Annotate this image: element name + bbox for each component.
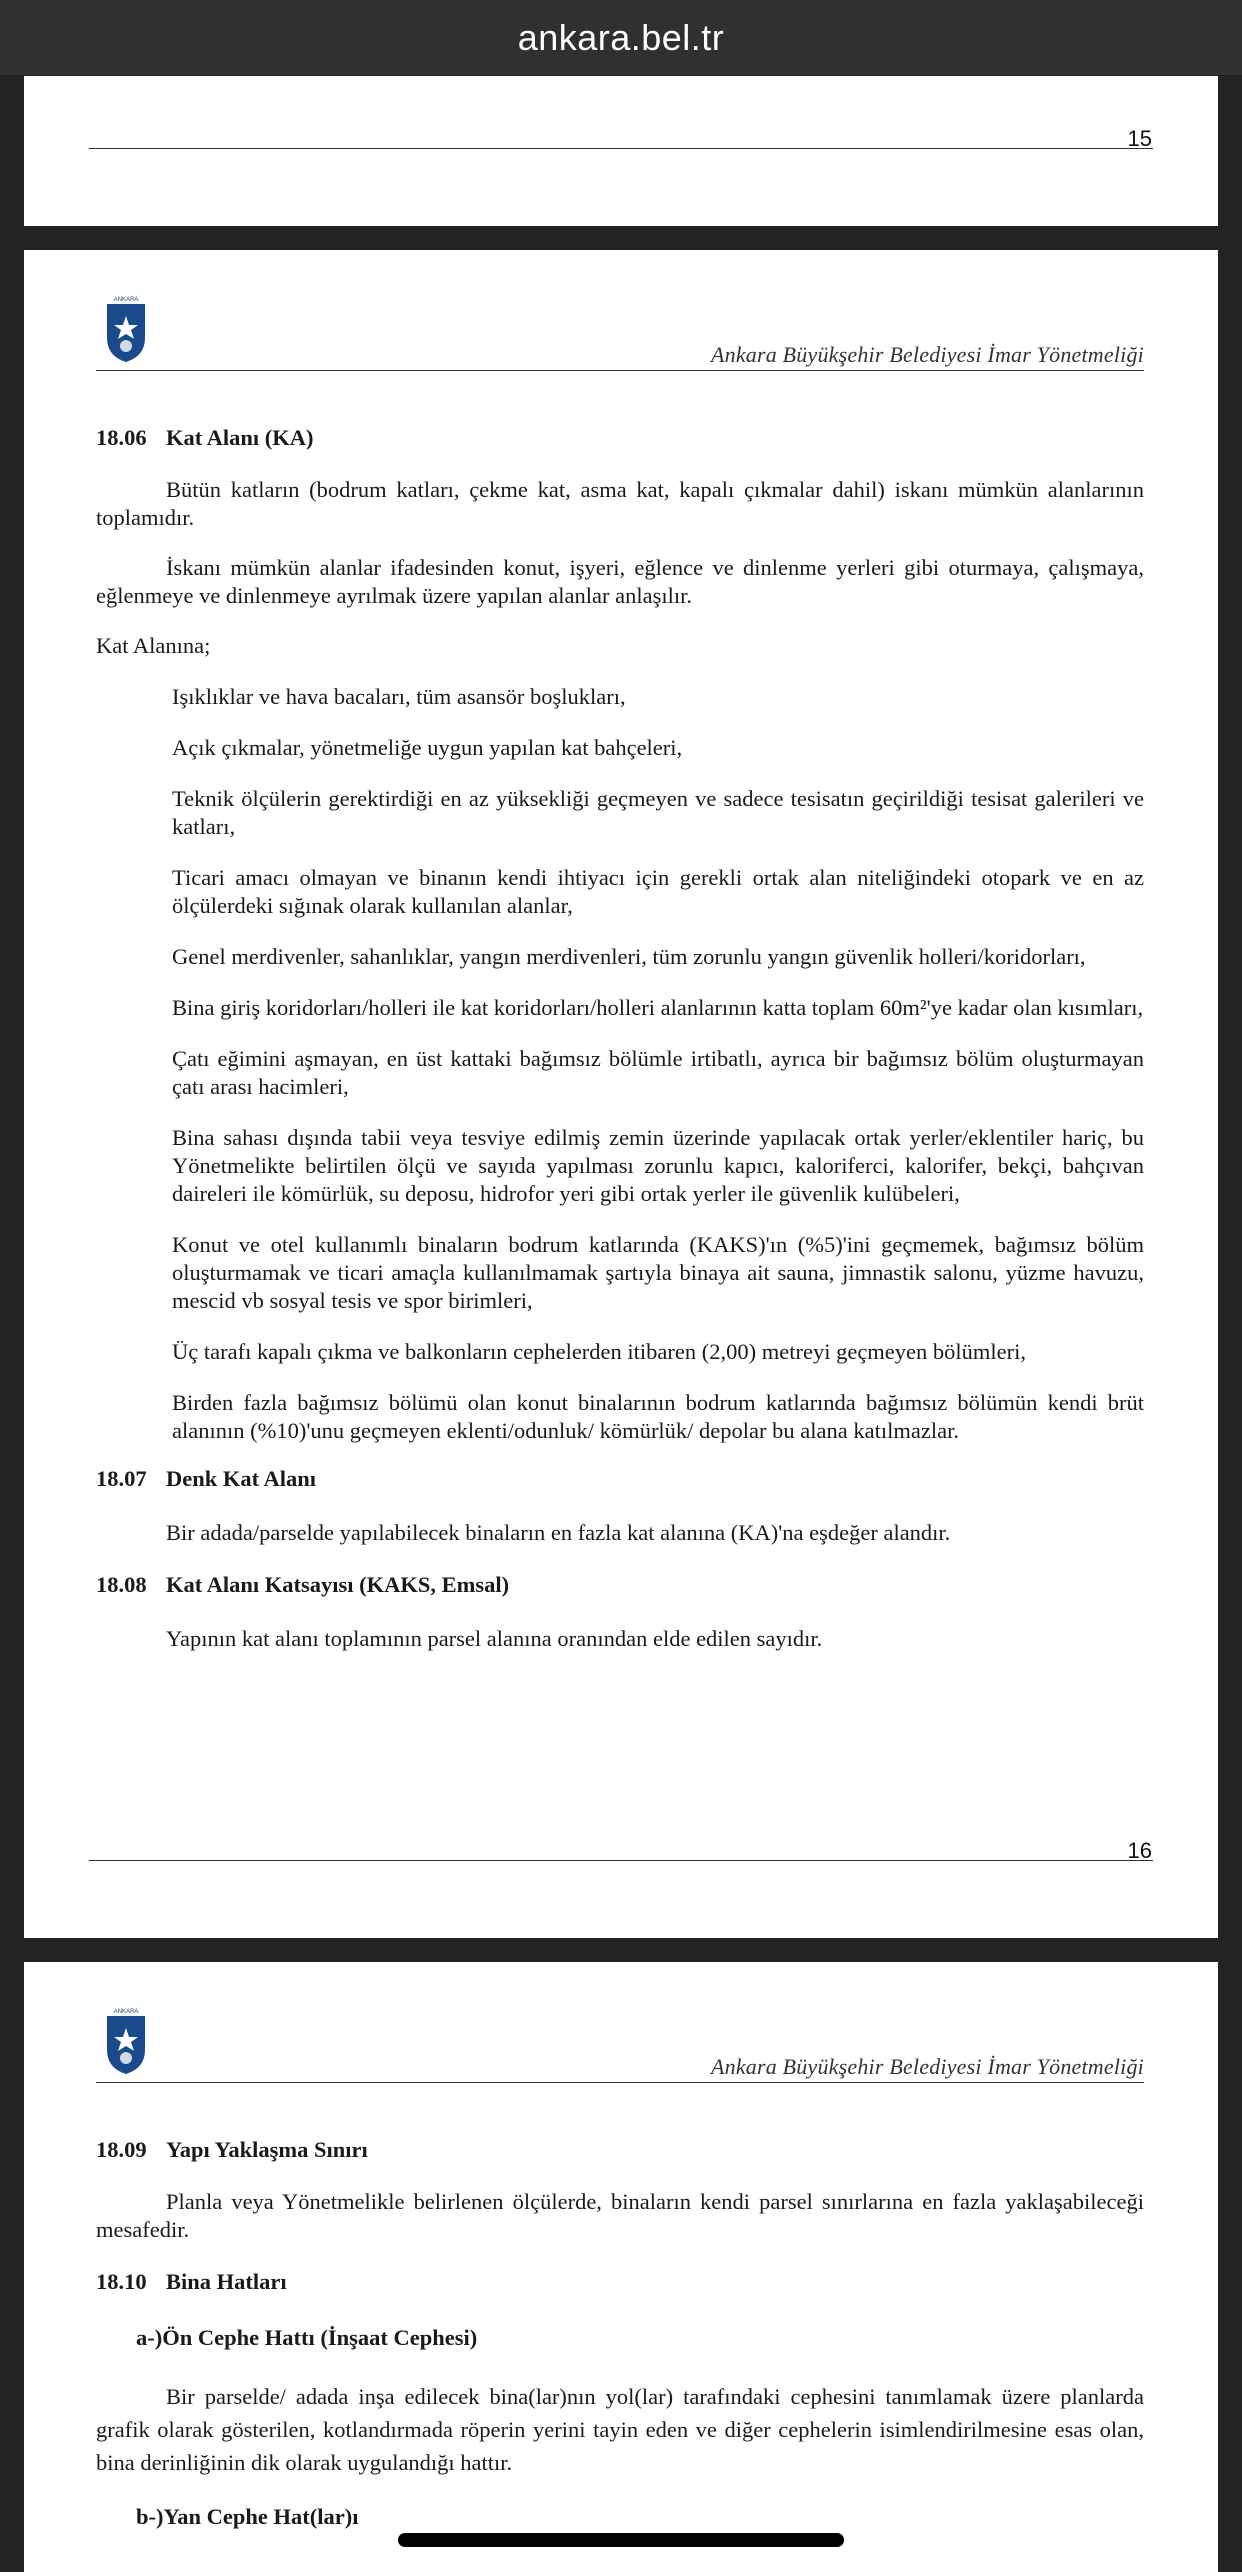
subsection-heading: a-)Ön Cephe Hattı (İnşaat Cephesi): [136, 2325, 478, 2350]
list-item: Birden fazla bağımsız bölümü olan konut binalarının bodrum katlarında bağımsız bölümün kendi brüt alanının (%10)'unu geçmeyen eklenti/odunluk/ kömürlük/ depolar bu alana katılmazlar.: [172, 1390, 1144, 1443]
footer-rule: [89, 1860, 1153, 1861]
header-title: Ankara Büyükşehir Belediyesi İmar Yönetmeliği: [710, 342, 1144, 367]
url-text: ankara.bel.tr: [517, 16, 725, 58]
footer-rule: [89, 148, 1153, 149]
section-heading: 18.06 Kat Alanı (KA): [96, 425, 314, 450]
subsection-heading: b-)Yan Cephe Hat(lar)ı: [136, 2504, 359, 2529]
list-item: Açık çıkmalar, yönetmeliğe uygun yapılan kat bahçeleri,: [172, 735, 683, 760]
document-page-16: [24, 250, 1218, 1938]
page-16-content: [96, 424, 1144, 1653]
list-item: Bina sahası dışında tabii veya tesviye edilmiş zemin üzerinde yapılacak ortak yerler/eklentiler hariç, bu Yönetmelikte belirtilen ölçü ve sayıda yapılması zorunlu kapıcı, kaloriferci, kalorifer, bekçi, bahçıvan daireleri ile kömürlük, su deposu, hidrofor yeri gibi ortak yerler ile güvenlik kulübeleri,: [172, 1125, 1144, 1206]
paragraph: Bütün katların (bodrum katları, çekme kat, asma kat, kapalı çıkmalar dahil) iskanı mümkün alanlarının toplamıdır.: [96, 477, 1144, 530]
home-indicator[interactable]: [398, 2533, 844, 2547]
document-page-17: [24, 1962, 1218, 2572]
browser-address-bar[interactable]: [0, 0, 1242, 75]
header-rule: [96, 370, 1144, 371]
list-item: Üç tarafı kapalı çıkma ve balkonların cephelerden itibaren (2,00) metreyi geçmeyen bölümleri,: [172, 1339, 1027, 1364]
page-17-content: [96, 2136, 1144, 2531]
paragraph: Yapının kat alanı toplamının parsel alanına oranından elde edilen sayıdır.: [166, 1626, 823, 1651]
paragraph: Bir adada/parselde yapılabilecek binaların en fazla kat alanına (KA)'na eşdeğer alandır.: [166, 1520, 951, 1545]
section-heading: 18.08 Kat Alanı Katsayısı (KAKS, Emsal): [96, 1572, 510, 1597]
page-number: 15: [1127, 126, 1152, 151]
list-item: Bina giriş koridorları/holleri ile kat koridorları/holleri alanlarının katta toplam 60m²'ye kadar olan kısımları,: [172, 995, 1144, 1020]
document-page-15: [24, 76, 1218, 226]
logo-wordmark: ANKARA: [113, 2009, 139, 2015]
ankara-logo: [104, 294, 148, 364]
paragraph: Planla veya Yönetmelikle belirlenen ölçülerde, binaların kendi parsel sınırlarına en fazla yaklaşabileceği mesafedir.: [96, 2189, 1144, 2242]
paragraph: İskanı mümkün alanlar ifadesinden konut, işyeri, eğlence ve dinlenme yerleri gibi oturmaya, çalışmaya, eğlenmeye ve dinlenmeye ayrılmak üzere yapılan alanlar anlaşılır.: [96, 555, 1144, 608]
list-item: Genel merdivenler, sahanlıklar, yangın merdivenleri, tüm zorunlu yangın güvenlik holleri/koridorları,: [172, 944, 1086, 969]
section-heading: 18.07 Denk Kat Alanı: [96, 1466, 317, 1491]
ankara-logo: [104, 2006, 148, 2076]
list-intro: Kat Alanına;: [96, 633, 211, 658]
header-title: Ankara Büyükşehir Belediyesi İmar Yönetmeliği: [710, 2054, 1144, 2079]
section-heading: 18.10 Bina Hatları: [96, 2269, 287, 2294]
header-rule: [96, 2082, 1144, 2083]
list-item: Ticari amacı olmayan ve binanın kendi ihtiyacı için gerekli ortak alan niteliğindeki otopark ve en az ölçülerdeki sığınak olarak kullanılan alanlar,: [172, 865, 1144, 918]
logo-wordmark: ANKARA: [113, 297, 139, 303]
list-item: Işıklıklar ve hava bacaları, tüm asansör boşlukları,: [172, 684, 626, 709]
paragraph: Bir parselde/ adada inşa edilecek bina(lar)nın yol(lar) tarafındaki cephesini tanımlamak üzere planlarda grafik olarak gösterilen, kotlandırmada röperin yerini tayin eden ve diğer cephelerin isimlendirilmesine esas olan, bina derinliğinin dik olarak uygulandığı hattır.: [96, 2384, 1144, 2475]
list-item: Konut ve otel kullanımlı binaların bodrum katlarında (KAKS)'ın (%5)'ini geçmemek, bağımsız bölüm oluşturmamak ve ticari amaçla kullanılmamak şartıyla binaya ait sauna, jimnastik salonu, yüzme havuzu, mescid vb sosyal tesis ve spor birimleri,: [172, 1232, 1144, 1313]
list-item: Çatı eğimini aşmayan, en üst kattaki bağımsız bölümle irtibatlı, ayrıca bir bağımsız bölüm oluşturmayan çatı arası hacimleri,: [172, 1046, 1144, 1099]
page-number: 16: [1127, 1838, 1152, 1863]
list-item: Teknik ölçülerin gerektirdiği en az yüksekliği geçmeyen ve sadece tesisatın geçirildiği tesisat galerileri ve katları,: [172, 786, 1144, 839]
section-heading: 18.09 Yapı Yaklaşma Sınırı: [96, 2137, 368, 2162]
